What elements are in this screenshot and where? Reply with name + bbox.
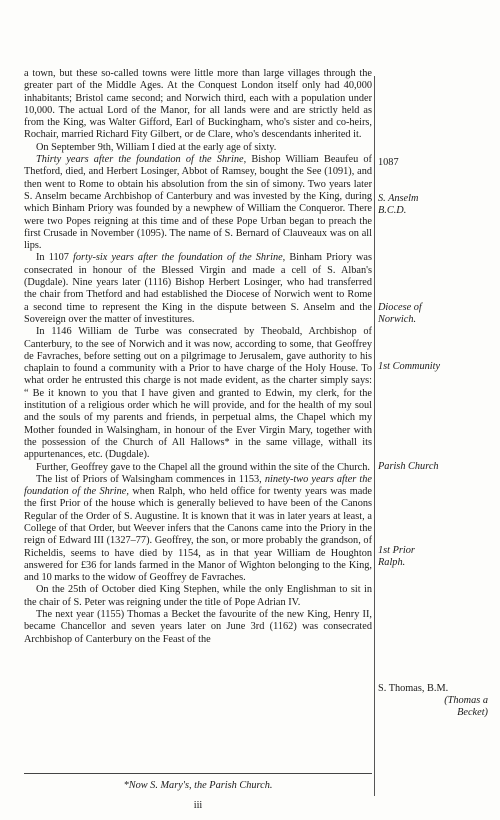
margin-note: (Thomas a: [444, 695, 488, 706]
page-number: iii: [193, 800, 203, 811]
italic-text: Thirty years after the foundation of the Shrine,: [36, 154, 247, 166]
margin-note: 1st Community: [378, 361, 441, 372]
text-run: On the 25th of October died King Stephen, while the only Englishman to sit in the chair of S. Peter was reigning under the title of Pope Adrian IV.: [24, 584, 372, 608]
margin-note: Norwich.: [378, 314, 417, 325]
text-run: Further, Geoffrey gave to the Chapel all the ground within the site of the Church.: [36, 461, 370, 473]
paragraph: [24, 252, 372, 326]
margin-rule: [374, 76, 375, 796]
margin-note: B.C.D.: [378, 205, 407, 216]
text-run: In 1107: [36, 252, 74, 264]
main-text-column: [24, 68, 372, 646]
paragraph: [24, 154, 372, 252]
margin-note: Ralph.: [378, 557, 406, 568]
text-run: when Ralph, who held office for twenty years was made the first Prior of the house which is generally believed to have been of the Canons Regular of the Order of S. Augustine. It is known that it was in later years at least, a College of that Order, but Weever infers that the Canons came into the Priory in the reign of Edward III (1327–77). Geoffrey, the son, or more probably the grandson, of Richeldis, seems to have died by 1154, as in that year William de Houghton answered for £36 for lands farmed in the Manor of Wighton belonging to the King, and 10 marks to the widow of Geoffrey de Favraches.: [24, 486, 372, 584]
paragraph: [24, 462, 372, 474]
margin-note: 1st Prior: [378, 545, 415, 556]
margin-note: Diocese of: [378, 302, 422, 313]
margin-note: Becket): [457, 707, 488, 718]
text-run: The next year (1155) Thomas a Becket the favourite of the new King, Henry II, became Chancellor and seven years later on June 3rd (1162) was consecrated Archbishop of Canterbury on the Feast of the: [24, 609, 372, 645]
footnote-rule: [24, 773, 372, 774]
margin-note: S. Anselm: [378, 193, 419, 204]
margin-note: 1087: [378, 157, 399, 168]
text-run: Bishop William Beaufeu of Thetford, died, and Herbert Losinger, Abbot of Ramsey, bought the See (1091), and then went to Rome to obtain his absolution from the sin of simony. Two years later S. Anselm became Archbishop of Canterbury and was invested by the King, during which Binham Priory was founded by a newphew of William the Conqueror. There were two Popes reigning at this time and of these Pope Urban began to preach the first Crusade in November (1095). The name of S. Bernard of Clauveaux was on all lips.: [24, 154, 372, 252]
text-run: In 1146 William de Turbe was consecrated by Theobald, Archbishop of Canterbury, to the see of Norwich and it was now, according to some, that Geoffrey de Favraches, before setting out on a pilgrimage to Jerusalem, gave authority to his chaplain to found a community with a Prior to have charge of the Holy House. To what order he entrusted this charge is not made evident, as the charter simply says: “ Be it known to you that I have given and granted to Edwin, my clerk, for the institution of a religious order which he will provide, and for the health of my soul and the souls of my parents and friends, in perpetual alms, the Chapel which my Mother founded in Walsingham, in honour of the Ever Virgin Mary, together with the possession of the Church of All Hallows* in the same village, withall its appurtenances, etc. (Dugdale).: [24, 326, 372, 461]
paragraph: [24, 68, 372, 142]
text-run: On September 9th, William I died at the early age of sixty.: [36, 141, 277, 153]
paragraph: [24, 584, 372, 609]
text-run: a town, but these so-called towns were little more than large villages through the greater part of the Middle Ages. At the Conquest London itself only had 40,000 inhabitants; Bristol came second; and Norwich third, each with a population under 10,000. The actual Lord of the Manor, for all lands were and are strictly held as from the King, was Walter Gifford, Earl of Buckingham, who's sister and co-heirs, Rochair, married Richard Fity Gilbert, or de Clare, who's descendants inherited it.: [24, 68, 372, 141]
text-run: Binham Priory was consecrated in honour of the Blessed Virgin and made a cell of S. Alban's (Dugdale). Nine years later (1116) Bishop Herbert Losinger, who had transferred the chair from Thetford and had established the Diocese of Norwich went to Rome a second time to represent the King in the dispute between S. Anselm and the Sovereign over the matter of investitures.: [24, 252, 372, 325]
paragraph: [24, 142, 372, 154]
text-run: The list of Priors of Walsingham commences in 1153,: [36, 473, 265, 485]
italic-text: forty-six years after the foundation of the Shrine,: [73, 252, 286, 264]
paragraph: [24, 609, 372, 646]
footnote: *Now S. Mary's, the Parish Church.: [123, 780, 273, 791]
margin-note: Parish Church: [378, 461, 439, 472]
paragraph: [24, 474, 372, 585]
margin-note: S. Thomas, B.M.: [378, 683, 449, 694]
italic-text: ninety-two years after the foundation of the Shrine,: [24, 473, 372, 498]
paragraph: [24, 326, 372, 461]
